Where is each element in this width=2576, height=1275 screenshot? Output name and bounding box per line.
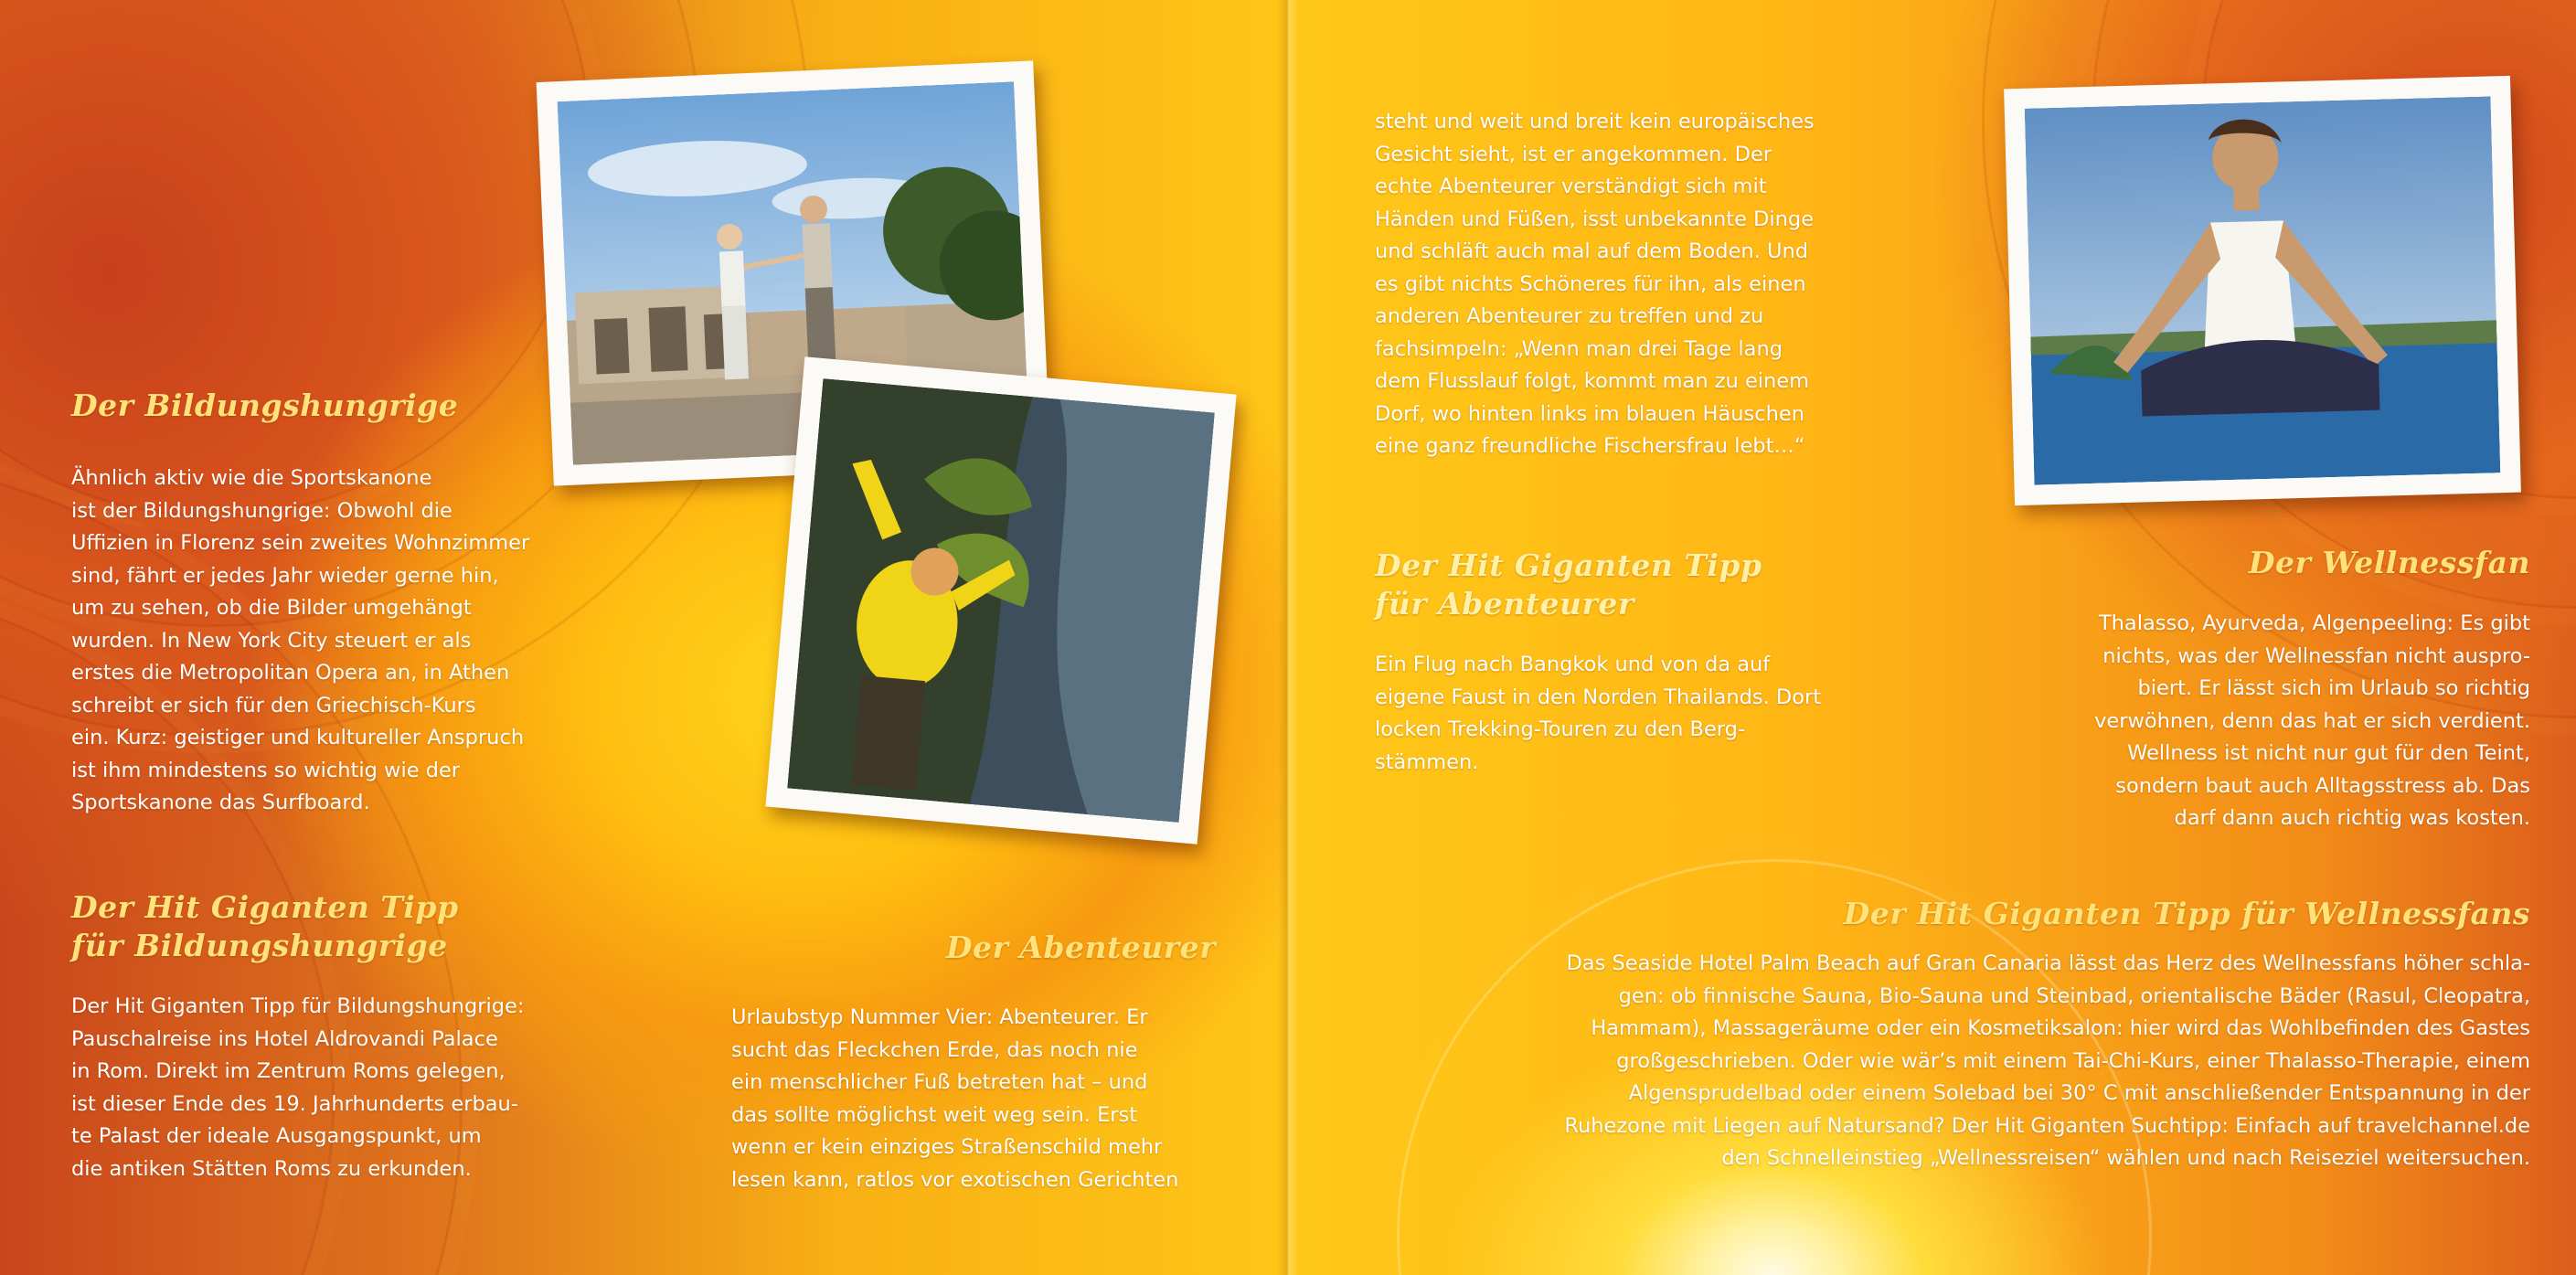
tipp-bildungshungrige-section — [71, 888, 583, 1185]
text-line: Hammam), Massageräume oder ein Kosmetiksalon: hier wird das Wohlbefinden des Gastes — [1591, 1016, 2530, 1040]
text-line: ein. Kurz: geistiger und kultureller Anspruch — [71, 726, 525, 749]
text-line: eigene Faust in den Norden Thailands. Dort — [1375, 685, 1822, 709]
heading-line: für Abenteurer — [1375, 586, 1634, 622]
wellnessfan-heading: Der Wellnessfan — [2248, 545, 2530, 580]
heading-line: für Bildungshungrige — [71, 928, 448, 963]
text-line: eine ganz freundliche Fischersfrau lebt…“ — [1375, 434, 1805, 458]
text-line: um zu sehen, ob die Bilder umgehängt — [71, 596, 472, 620]
abenteurer-continued-section — [1375, 106, 1905, 463]
tipp-abenteurer-section — [1375, 547, 1905, 779]
text-line: erstes die Metropolitan Opera an, in Athen — [71, 661, 510, 685]
text-line: Ein Flug nach Bangkok und von da auf — [1375, 653, 1771, 676]
text-line: steht und weit und breit kein europäisches — [1375, 110, 1815, 133]
text-line: das sollte möglichst weit weg sein. Erst — [731, 1102, 1138, 1127]
text-line: ist ihm mindestens so wichtig wie der — [71, 758, 461, 782]
text-line: stämmen. — [1375, 749, 1479, 774]
abenteurer-continued-text — [1375, 106, 1905, 463]
text-line: sondern baut auch Alltagsstress ab. Das — [2115, 773, 2530, 798]
text-line: Urlaubstyp Nummer Vier: Abenteurer. Er — [731, 1005, 1148, 1029]
page-fold — [1278, 0, 1298, 1275]
tipp-wellnessfans-heading: Der Hit Giganten Tipp für Wellnessfans — [1843, 896, 2530, 931]
text-line: Dorf, wo hinten links im blauen Häuschen — [1375, 401, 1804, 426]
text-line: es gibt nichts Schöneres für ihn, als einen — [1375, 271, 1806, 296]
text-line: in Rom. Direkt im Zentrum Roms gelegen, — [71, 1059, 506, 1083]
text-line: Händen und Füßen, isst unbekannte Dinge — [1375, 207, 1815, 231]
text-line: ist der Bildungshungrige: Obwohl die — [71, 498, 452, 523]
abenteurer-heading: Der Abenteurer — [945, 930, 1216, 965]
tipp-bildungshungrige-heading — [71, 888, 583, 965]
yoga-woman-image — [2025, 96, 2501, 484]
text-line: großgeschrieben. Oder wie wär’s mit einem Tai-Chi-Kurs, einer Thalasso-Therapie, einem — [1616, 1048, 2530, 1073]
text-line: lesen kann, ratlos vor exotischen Gerichten — [731, 1167, 1179, 1192]
text-line: te Palast der ideale Ausgangspunkt, um — [71, 1124, 482, 1148]
text-line: ist dieser Ende des 19. Jahrhunderts erbau- — [71, 1091, 518, 1116]
text-line: und schläft auch mal auf dem Boden. Und — [1375, 239, 1809, 263]
text-line: Der Hit Giganten Tipp für Bildungshungrige: — [71, 994, 525, 1018]
text-line: sind, fährt er jedes Jahr wieder gerne hin, — [71, 563, 499, 588]
text-line: schreibt er sich für den Griechisch-Kurs — [71, 693, 476, 717]
yoga-woman-photo — [2004, 76, 2521, 505]
heading-line: Der Hit Giganten Tipp — [1375, 547, 1762, 583]
text-line: den Schnelleinstieg „Wellnessreisen“ wählen und nach Reiseziel weitersuchen. — [1721, 1146, 2530, 1170]
text-line: Uffizien in Florenz sein zweites Wohnzimmer — [71, 531, 530, 555]
text-line: gen: ob finnische Sauna, Bio-Sauna und Steinbad, orientalische Bäder (Rasul, Cleopatra, — [1618, 983, 2530, 1008]
text-line: biert. Er lässt sich im Urlaub so richtig — [2137, 676, 2530, 700]
bildungshungrige-heading: Der Bildungshungrige — [71, 388, 459, 423]
text-line: nichts, was der Wellnessfan nicht auspro- — [2102, 643, 2530, 668]
text-line: anderen Abenteurer zu treffen und zu — [1375, 304, 1764, 328]
wellnessfan-section — [1991, 544, 2530, 835]
wellnessfan-text — [1991, 608, 2530, 835]
text-line: wenn er kein einziges Straßenschild mehr — [731, 1135, 1163, 1159]
text-line: Thalasso, Ayurveda, Algenpeeling: Es gibt — [2098, 611, 2530, 635]
text-line: Gesicht sieht, ist er angekommen. Der — [1375, 142, 1772, 166]
text-line: fachsimpeln: „Wenn man drei Tage lang — [1375, 336, 1783, 361]
text-line: Sportskanone das Surfboard. — [71, 791, 370, 814]
text-line: Pauschalreise ins Hotel Aldrovandi Palace — [71, 1026, 498, 1051]
text-line: echte Abenteurer verständigt sich mit — [1375, 175, 1767, 198]
text-line: wurden. In New York City steuert er als — [71, 628, 472, 653]
left-page — [0, 0, 1287, 1275]
text-line: ein menschlicher Fuß betreten hat – und — [731, 1070, 1148, 1094]
text-line: Ähnlich aktiv wie die Sportskanone — [71, 466, 432, 490]
text-line: darf dann auch richtig was kosten. — [2174, 806, 2530, 830]
text-line: Wellness ist nicht nur gut für den Teint, — [2127, 741, 2530, 765]
right-page — [1287, 0, 2576, 1275]
tipp-abenteurer-text — [1375, 649, 1905, 779]
bildungshungrige-text — [71, 462, 583, 820]
text-line: verwöhnen, denn das hat er sich verdient. — [2094, 708, 2530, 733]
text-line: Das Seaside Hotel Palm Beach auf Gran Canaria lässt das Herz des Wellnessfans höher schla- — [1566, 951, 2530, 975]
climber-image — [787, 378, 1215, 823]
tipp-wellnessfans-section — [1424, 895, 2530, 1175]
heading-line: Der Hit Giganten Tipp — [71, 889, 459, 925]
text-line: Ruhezone mit Liegen auf Natursand? Der Hit Giganten Suchtipp: Einfach auf travelchannel.de — [1564, 1113, 2530, 1138]
bildungshungrige-section — [71, 387, 583, 820]
text-line: dem Flusslauf folgt, kommt man zu einem — [1375, 369, 1810, 393]
text-line: die antiken Stätten Roms zu erkunden. — [71, 1156, 472, 1181]
abenteurer-text — [731, 1002, 1216, 1196]
tipp-wellnessfans-text — [1424, 948, 2530, 1175]
abenteurer-section — [731, 929, 1216, 1196]
tipp-abenteurer-heading — [1375, 547, 1905, 623]
text-line: locken Trekking-Touren zu den Berg- — [1375, 717, 1746, 741]
text-line: sucht das Fleckchen Erde, das noch nie — [731, 1037, 1138, 1062]
text-line: Algensprudelbad oder einem Solebad bei 30° C mit anschließender Entspannung in der — [1628, 1081, 2530, 1105]
tipp-bildungshungrige-text — [71, 991, 583, 1185]
climber-photo — [765, 356, 1236, 844]
